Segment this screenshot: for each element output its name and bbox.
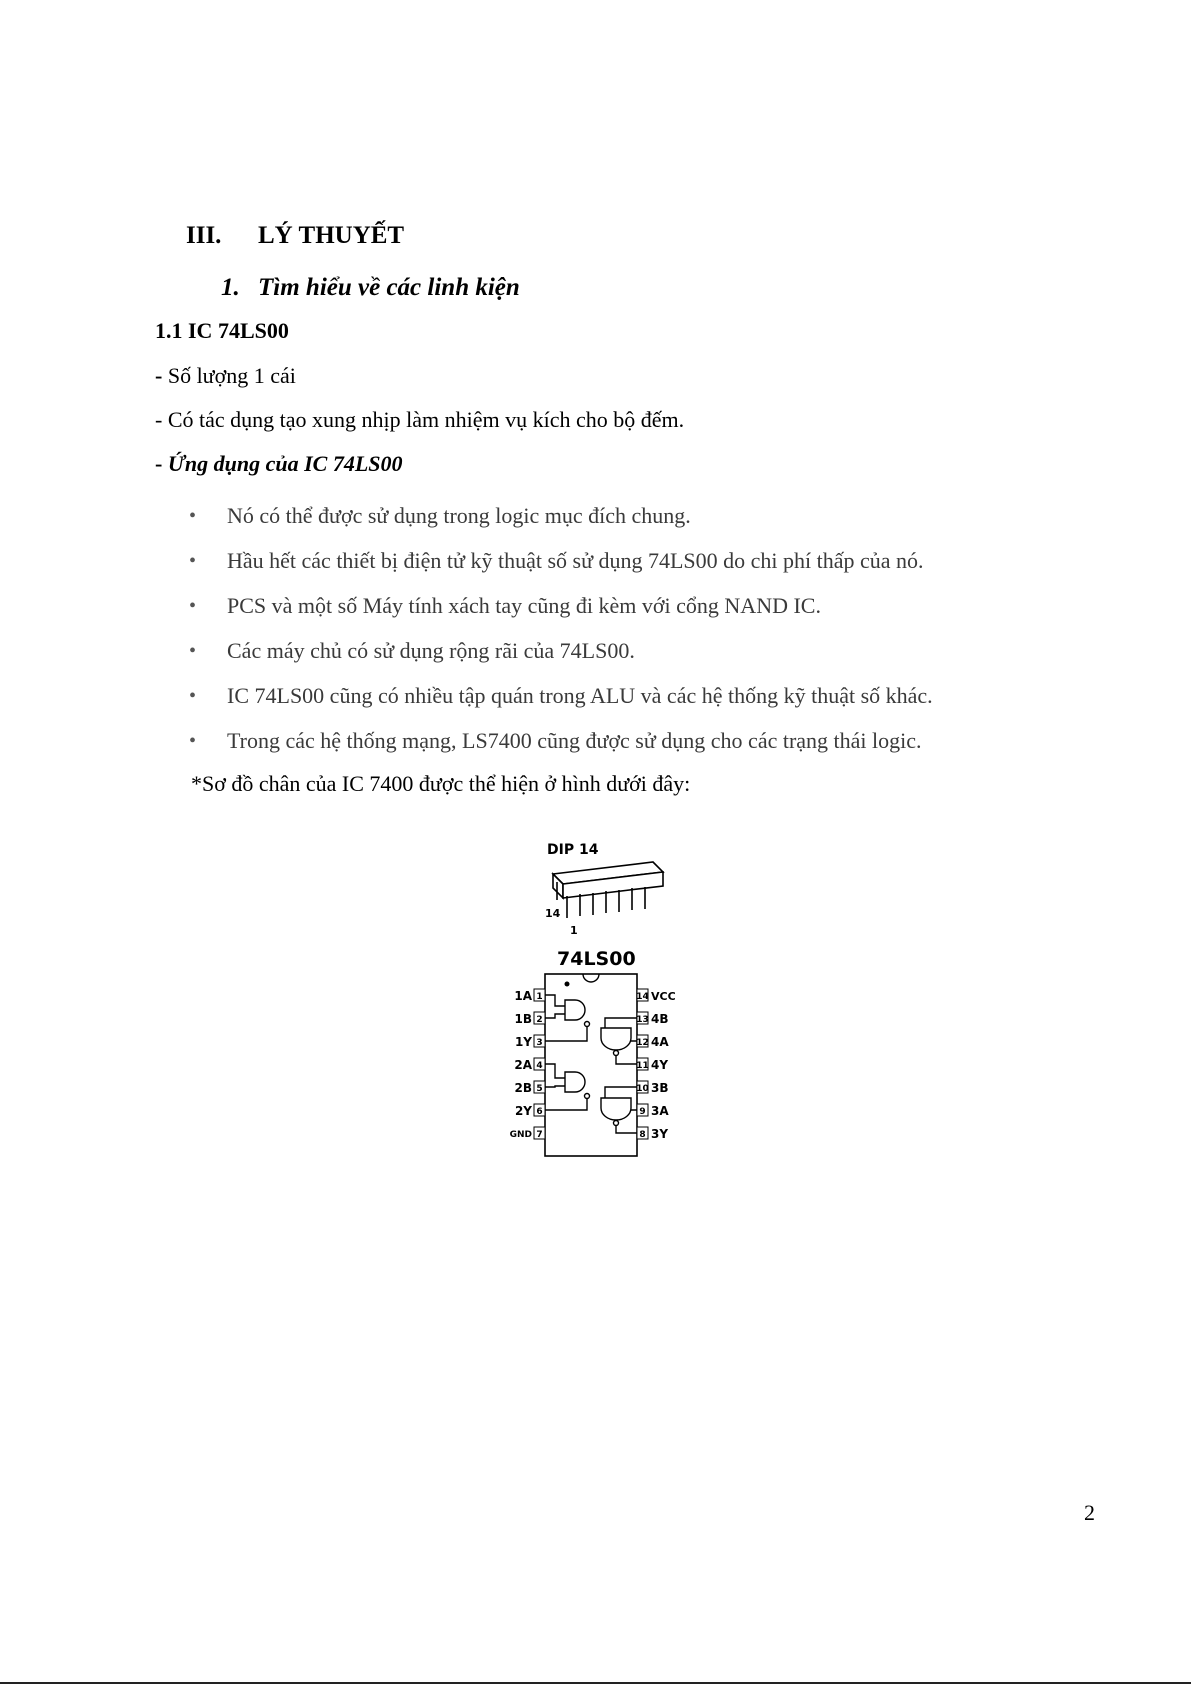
pin-name: 1B [514, 1012, 532, 1026]
pin-name: 4B [651, 1012, 669, 1026]
pin-name: 2A [514, 1058, 532, 1072]
pin-number: 5 [536, 1084, 543, 1094]
package-label: DIP 14 [547, 842, 599, 858]
pin-name: 1A [514, 989, 532, 1003]
quantity-line: - Số lượng 1 cái [155, 363, 296, 388]
ic-pinout-diagram [505, 838, 705, 1160]
applications-heading: - Ứng dụng của IC 74LS00 [155, 451, 403, 476]
list-item: • Các máy chủ có sử dụng rộng rãi của 74LS00. [186, 635, 933, 680]
list-item: • Trong các hệ thống mạng, LS7400 cũng được sử dụng cho các trạng thái logic. [186, 725, 933, 770]
pin-name: VCC [651, 990, 676, 1003]
pin-number: 7 [536, 1130, 543, 1140]
bullet-icon: • [189, 640, 197, 662]
bottom-divider [0, 1682, 1191, 1684]
pin-number: 6 [536, 1107, 543, 1117]
bullet-icon: • [189, 505, 197, 527]
pin-number: 4 [536, 1061, 543, 1071]
section-heading [186, 222, 404, 250]
pin-number: 14 [636, 992, 649, 1002]
list-item: • IC 74LS00 cũng có nhiều tập quán trong ALU và các hệ thống kỹ thuật số khác. [186, 680, 933, 725]
subsection-title: Tìm hiểu về các linh kiện [258, 274, 520, 301]
pin-number: 1 [536, 992, 543, 1002]
bullet-icon: • [189, 595, 197, 617]
pin-1-marker [565, 982, 570, 987]
list-item: • Nó có thể được sử dụng trong logic mục đích chung. [186, 500, 933, 545]
pin-name: 1Y [514, 1035, 532, 1049]
bullet-icon: • [189, 550, 197, 572]
pin-number: 9 [639, 1107, 646, 1117]
quantity-text: Số lượng 1 cái [167, 363, 296, 388]
pin-name: 4A [651, 1035, 669, 1049]
dip-package-icon [553, 862, 663, 918]
pin-number: 13 [636, 1015, 649, 1025]
pin-name: 3Y [651, 1127, 669, 1141]
pin-number: 2 [536, 1015, 543, 1025]
pin-name: 2B [514, 1081, 532, 1095]
component-heading: 1.1 IC 74LS00 [155, 318, 289, 343]
subsection-number: 1. [221, 274, 240, 301]
chip-label: 74LS00 [557, 948, 636, 970]
purpose-line: - Có tác dụng tạo xung nhịp làm nhiệm vụ kích cho bộ đếm. [155, 407, 685, 432]
applications-heading-text: Ứng dụng của IC 74LS00 [167, 451, 403, 476]
package-pin-1-label: 1 [570, 924, 578, 937]
pin-number: 11 [636, 1061, 649, 1071]
list-item: • Hầu hết các thiết bị điện tử kỹ thuật số sử dụng 74LS00 do chi phí thấp của nó. [186, 545, 933, 590]
pin-number: 3 [536, 1038, 543, 1048]
pin-number: 10 [636, 1084, 649, 1094]
package-pin-14-label: 14 [545, 907, 561, 920]
section-number: III. [186, 222, 222, 249]
pin-number: 8 [639, 1130, 646, 1140]
bullet-icon: • [189, 685, 197, 707]
subsection-heading [221, 274, 520, 302]
pinout-svg [505, 838, 705, 1160]
chip-body [545, 974, 637, 1156]
pin-name: 3A [651, 1104, 669, 1118]
pin-name: 3B [651, 1081, 669, 1095]
pin-name: 4Y [651, 1058, 669, 1072]
pin-name: 2Y [514, 1104, 532, 1118]
page-number: 2 [1084, 1500, 1095, 1525]
bullet-icon: • [189, 730, 197, 752]
pin-name: GND [509, 1130, 532, 1140]
section-title: LÝ THUYẾT [258, 222, 405, 249]
pin-number: 12 [636, 1038, 649, 1048]
list-item: • PCS và một số Máy tính xách tay cũng đi kèm với cổng NAND IC. [186, 590, 933, 635]
figure-caption: *Sơ đồ chân của IC 7400 được thể hiện ở hình dưới đây: [191, 771, 691, 796]
applications-list [186, 500, 933, 770]
